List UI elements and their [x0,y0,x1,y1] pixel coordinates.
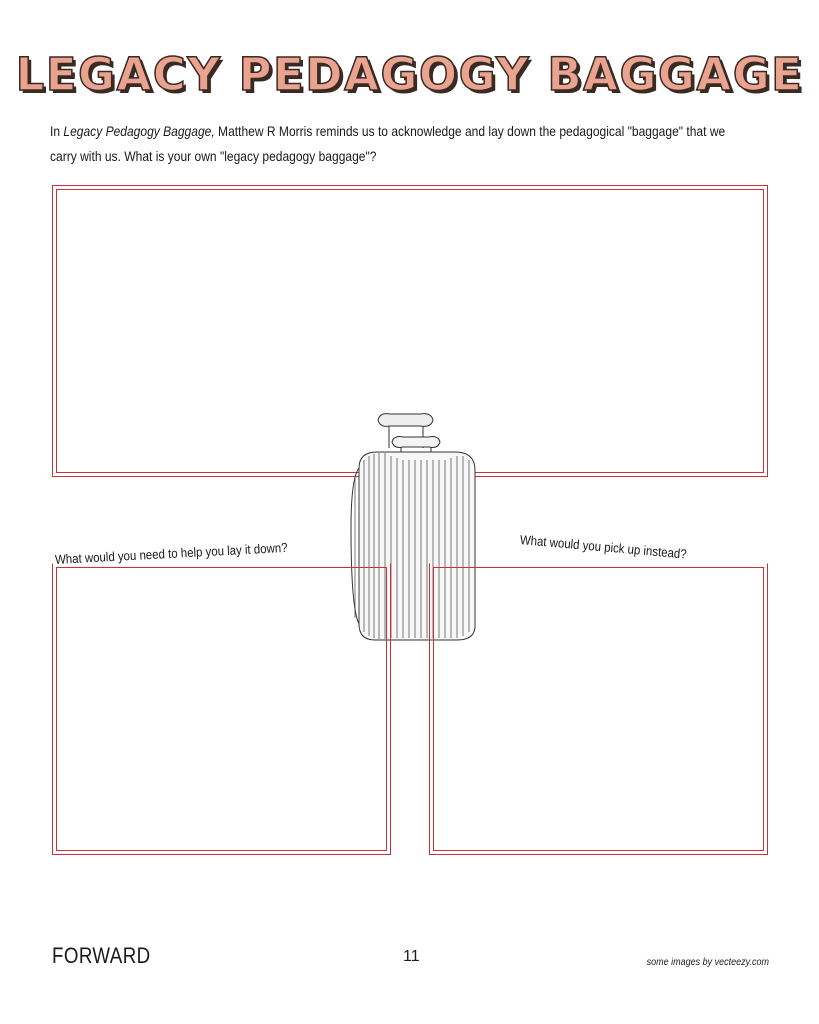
book-title: Legacy Pedagogy Baggage, [63,123,215,139]
pick-up-answer-box-inner [433,567,764,851]
footer-brand: FORWARD [52,943,151,968]
page-number: 11 [403,948,420,965]
pick-up-answer-box[interactable] [429,563,768,855]
pick-up-prompt: What would you pick up instead? [519,532,688,562]
intro-prefix: In [50,123,64,139]
lay-down-answer-box[interactable] [52,563,391,855]
lay-down-answer-box-inner [56,567,387,851]
intro-text: Matthew R Morris reminds us to acknowledge and lay down the pedagogical "baggage" that we carry with us. What is your own "legacy pedagogy baggage"? [50,123,726,164]
page-title: LEGACY PEDAGOGY BAGGAGE [15,48,804,101]
intro-paragraph [50,119,751,169]
image-credit: some images by vecteezy.com [646,957,769,968]
lay-down-prompt: What would you need to help you lay it down? [54,539,288,567]
